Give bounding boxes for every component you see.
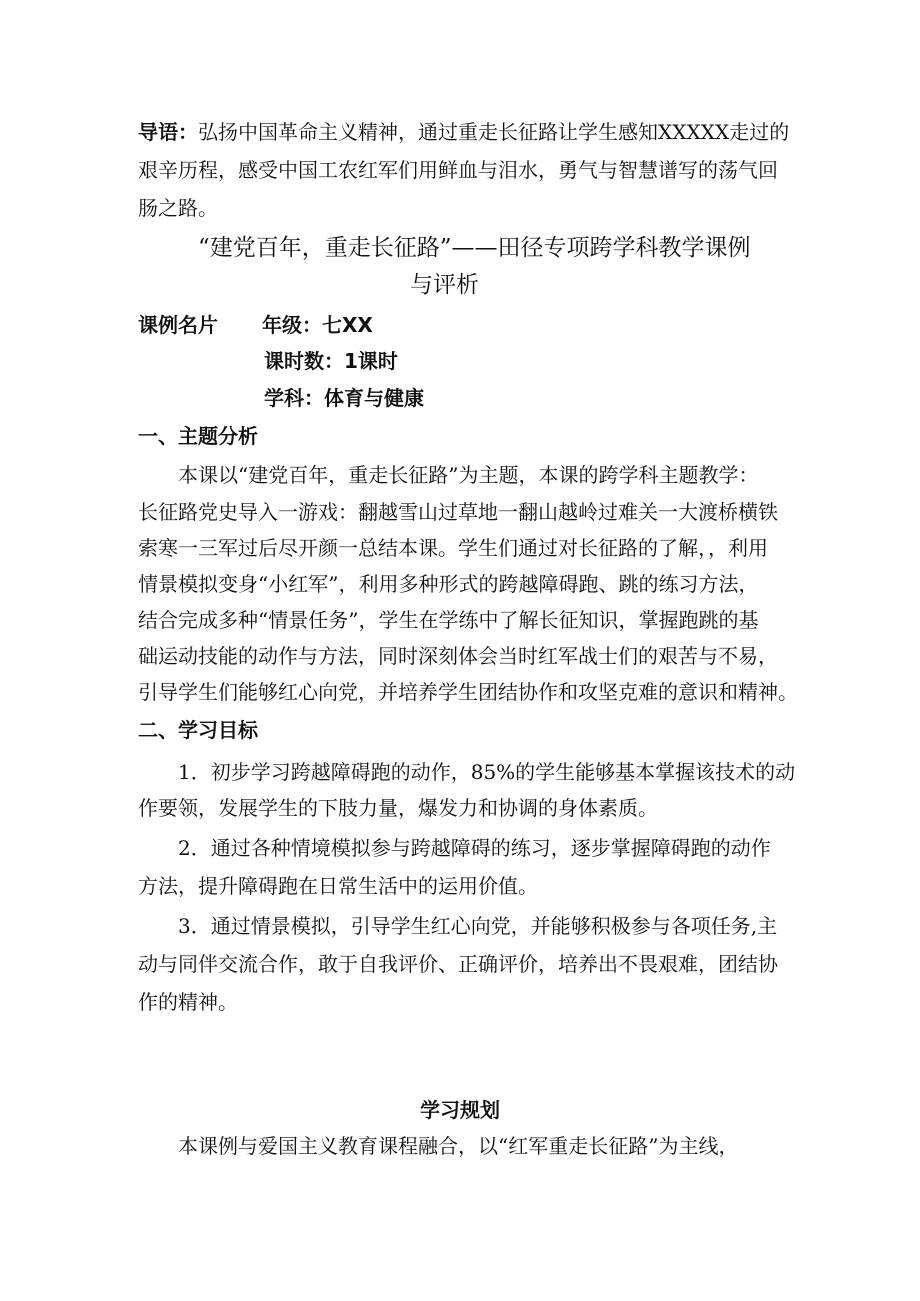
intro-line-3: 肠之路。 bbox=[138, 196, 218, 220]
theme-analysis-line-6: 础运动技能的动作与方法，同时深刻体会当时红军战士们的艰苦与不易， bbox=[138, 644, 778, 668]
theme-analysis-line-5: 结合完成多种“情景任务”，学生在学练中了解长征知识，掌握跑跳的基 bbox=[138, 608, 759, 632]
learning-goal-2-line-2: 方法，提升障碍跑在日常生活中的运用价值。 bbox=[138, 874, 538, 898]
learning-goal-2-line-1: 2．通过各种情境模拟参与跨越障碍的练习，逐步掌握障碍跑的动作 bbox=[178, 836, 771, 860]
intro-label: 导语： bbox=[138, 120, 198, 144]
grade-info: 年级：七XX bbox=[262, 313, 373, 337]
section-heading-theme-analysis: 一、主题分析 bbox=[138, 424, 258, 448]
learning-plan-line-1: 本课例与爱国主义教育课程融合，以“红军重走长征路”为主线， bbox=[178, 1134, 739, 1158]
document-title-line-2: 与评析 bbox=[410, 272, 479, 298]
lesson-card-label: 课例名片 bbox=[138, 313, 218, 337]
theme-analysis-line-2: 长征路党史导入一游戏：翻越雪山过草地一翻山越岭过难关一大渡桥横铁 bbox=[138, 500, 778, 524]
theme-analysis-line-7: 引导学生们能够红心向党，并培养学生团结协作和攻坚克难的意识和精神。 bbox=[138, 680, 798, 704]
section-heading-learning-goals: 二、学习目标 bbox=[138, 718, 258, 742]
intro-line-2: 艰辛历程，感受中国工农红军们用鲜血与泪水，勇气与智慧谱写的荡气回 bbox=[138, 158, 778, 182]
subject-info: 学科：体育与健康 bbox=[264, 386, 424, 410]
learning-goal-3-line-3: 作的精神。 bbox=[138, 990, 238, 1014]
learning-plan-heading: 学习规划 bbox=[420, 1098, 500, 1122]
intro-line-1 bbox=[138, 120, 789, 144]
intro-text-1: 弘扬中国革命主义精神，通过重走长征路让学生感知XXXXX走过的 bbox=[198, 120, 790, 144]
learning-goal-3-line-1: 3．通过情景模拟，引导学生红心向党，并能够积极参与各项任务,主 bbox=[178, 914, 778, 938]
class-hours-info: 课时数：1课时 bbox=[264, 349, 398, 373]
learning-goal-1-line-1: 1．初步学习跨越障碍跑的动作，85%的学生能够基本掌握该技术的动 bbox=[178, 760, 796, 784]
theme-analysis-line-4: 情景模拟变身“小红军”，利用多种形式的跨越障碍跑、跳的练习方法， bbox=[138, 572, 759, 596]
theme-analysis-line-1: 本课以“建党百年，重走长征路”为主题，本课的跨学科主题教学： bbox=[178, 463, 759, 487]
document-title-line-1: “建党百年，重走长征路”——田径专项跨学科教学课例 bbox=[198, 235, 751, 261]
learning-goal-1-line-2: 作要领，发展学生的下肢力量，爆发力和协调的身体素质。 bbox=[138, 796, 658, 820]
theme-analysis-line-3: 索寒一三军过后尽开颜一总结本课。学生们通过对长征路的了解，，利用 bbox=[138, 536, 768, 560]
learning-goal-3-line-2: 动与同伴交流合作，敢于自我评价、正确评价，培养出不畏艰难，团结协 bbox=[138, 952, 778, 976]
